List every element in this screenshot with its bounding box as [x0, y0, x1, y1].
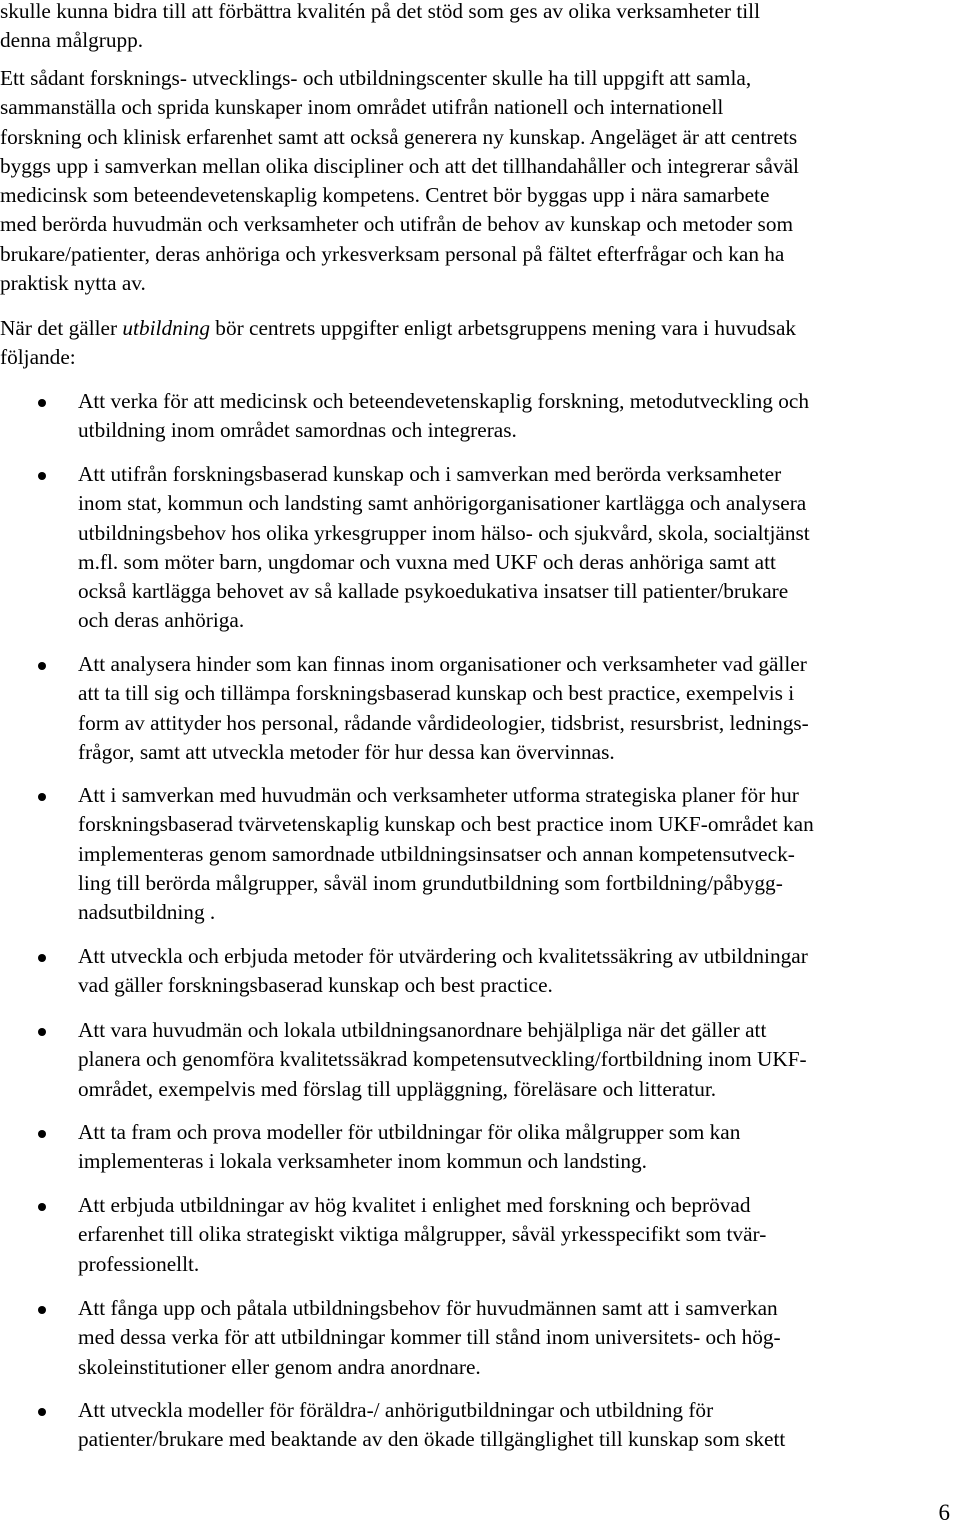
text-line: Att verka för att medicinsk och beteendevetenskaplig forskning, metodutveckling och [78, 389, 809, 413]
text-line: Att utifrån forskningsbaserad kunskap och i samverkan med berörda verksamheter [78, 462, 782, 486]
bullet-icon [38, 1408, 46, 1416]
text-line: området, exempelvis med förslag till uppläggning, föreläsare och litteratur. [78, 1076, 717, 1101]
text-line: professionellt. [78, 1251, 200, 1276]
emphasized-word: utbildning [122, 316, 210, 340]
text-line: implementeras i lokala verksamheter inom kommun och landsting. [78, 1149, 647, 1174]
text-line: Att analysera hinder som kan finnas inom organisationer och verksamheter vad gäller [78, 652, 807, 676]
page-number: 6 [938, 1500, 950, 1525]
text-line: följande: [0, 345, 76, 370]
text-line: erfarenhet till olika strategiskt viktiga målgrupper, såväl yrkesspecifikt som tvär- [78, 1222, 767, 1247]
text-line: praktisk nytta av. [0, 271, 146, 296]
text-line: med berörda huvudmän och verksamheter och utifrån de behov av kunskap och metoder som [0, 212, 794, 237]
list-item-text [78, 650, 809, 767]
list-item-text [78, 1294, 781, 1382]
text-line: implementeras genom samordnade utbildningsinsatser och annan kompetensutveck- [78, 841, 795, 866]
body-paragraph-center-mission [0, 64, 799, 298]
text-line: skoleinstitutioner eller genom andra anordnare. [78, 1354, 481, 1379]
text-line: brukare/patienter, deras anhöriga och yrkesverksam personal på fältet efterfrågar och kan ha [0, 241, 785, 266]
text-segment: När det gäller [0, 316, 123, 340]
bullet-icon [38, 399, 46, 407]
text-line: forskningsbaserad tvärvetenskaplig kunskap och best practice inom UKF-området kan [78, 812, 814, 837]
text-line: sammanställa och sprida kunskaper inom området utifrån nationell och internationell [0, 95, 724, 120]
text-line: ling till berörda målgrupper, såväl inom grundutbildning som fortbildning/påbygg- [78, 870, 783, 895]
text-line: Att i samverkan med huvudmän och verksamheter utforma strategiska planer för hur [78, 783, 799, 807]
bullet-icon [38, 954, 46, 962]
bullet-icon [38, 1306, 46, 1314]
text-line: nadsutbildning . [78, 900, 216, 925]
text-line: planera och genomföra kvalitetssäkrad kompetensutveckling/fortbildning inom UKF- [78, 1047, 807, 1072]
list-item-text [78, 781, 814, 927]
text-line: Att utveckla modeller för föräldra-/ anhörigutbildningar och utbildning för [78, 1398, 714, 1422]
text-line: Att ta fram och prova modeller för utbildningar för olika målgrupper som kan [78, 1120, 741, 1144]
list-item-text [78, 1396, 785, 1455]
text-line: forskning och klinisk erfarenhet samt att också generera ny kunskap. Angeläget är att centrets [0, 124, 798, 149]
text-line: frågor, samt att utveckla metoder för hur dessa kan övervinnas. [78, 739, 615, 764]
body-paragraph-education-intro [0, 314, 796, 373]
text-line: att ta till sig och tillämpa forskningsbaserad kunskap och best practice, exempelvis i [78, 681, 795, 706]
bullet-icon [38, 1028, 46, 1036]
text-segment: bör centrets uppgifter enligt arbetsgruppens mening vara i huvudsak [209, 316, 797, 340]
text-line: Att vara huvudmän och lokala utbildningsanordnare behjälpliga när det gäller att [78, 1018, 767, 1042]
text-line: med dessa verka för att utbildningar kommer till stånd inom universitets- och hög- [78, 1325, 781, 1350]
text-line: skulle kunna bidra till att förbättra kvalitén på det stöd som ges av olika verksamheter till [0, 0, 760, 23]
text-line: denna målgrupp. [0, 28, 144, 53]
list-item-text [78, 460, 810, 636]
intro-paragraph [0, 0, 760, 56]
bullet-icon [38, 793, 46, 801]
text-line: form av attityder hos personal, rådande vårdideologier, tidsbrist, resursbrist, lednings- [78, 710, 809, 735]
bullet-icon [38, 472, 46, 480]
bullet-icon [38, 1130, 46, 1138]
text-line: och deras anhöriga. [78, 608, 245, 633]
text-line: vad gäller forskningsbaserad kunskap och best practice. [78, 973, 553, 998]
text-line [0, 314, 796, 343]
text-line: inom stat, kommun och landsting samt anhörigorganisationer kartlägga och analysera [78, 491, 807, 516]
bullet-icon [38, 1203, 46, 1211]
text-line: Att erbjuda utbildningar av hög kvalitet i enlighet med forskning och beprövad [78, 1193, 751, 1217]
text-line: Att fånga upp och påtala utbildningsbehov för huvudmännen samt att i samverkan [78, 1296, 778, 1320]
list-item-text [78, 1191, 766, 1279]
list-item-text [78, 1118, 740, 1177]
text-line: patienter/brukare med beaktande av den ökade tillgänglighet till kunskap som skett [78, 1427, 786, 1452]
text-line: Att utveckla och erbjuda metoder för utvärdering och kvalitetssäkring av utbildningar [78, 944, 808, 968]
text-line: m.fl. som möter barn, ungdomar och vuxna med UKF och deras anhöriga samt att [78, 549, 776, 574]
list-item-text [78, 1016, 807, 1104]
text-line: medicinsk som beteendevetenskaplig kompetens. Centret bör byggas upp i nära samarbete [0, 183, 770, 208]
bullet-icon [38, 662, 46, 670]
text-line: också kartlägga behovet av så kallade psykoedukativa insatser till patienter/brukare [78, 579, 789, 604]
list-item-text [78, 387, 809, 446]
list-item-text [78, 942, 808, 1001]
text-line: byggs upp i samverkan mellan olika discipliner och att det tillhandahåller och integrerar såväl [0, 153, 799, 178]
text-line: utbildning inom området samordnas och integreras. [78, 418, 517, 443]
text-line: utbildningsbehov hos olika yrkesgrupper inom hälso- och sjukvård, skola, socialtjänst [78, 520, 810, 545]
text-line: Ett sådant forsknings- utvecklings- och utbildningscenter skulle ha till uppgift att samla, [0, 66, 752, 90]
